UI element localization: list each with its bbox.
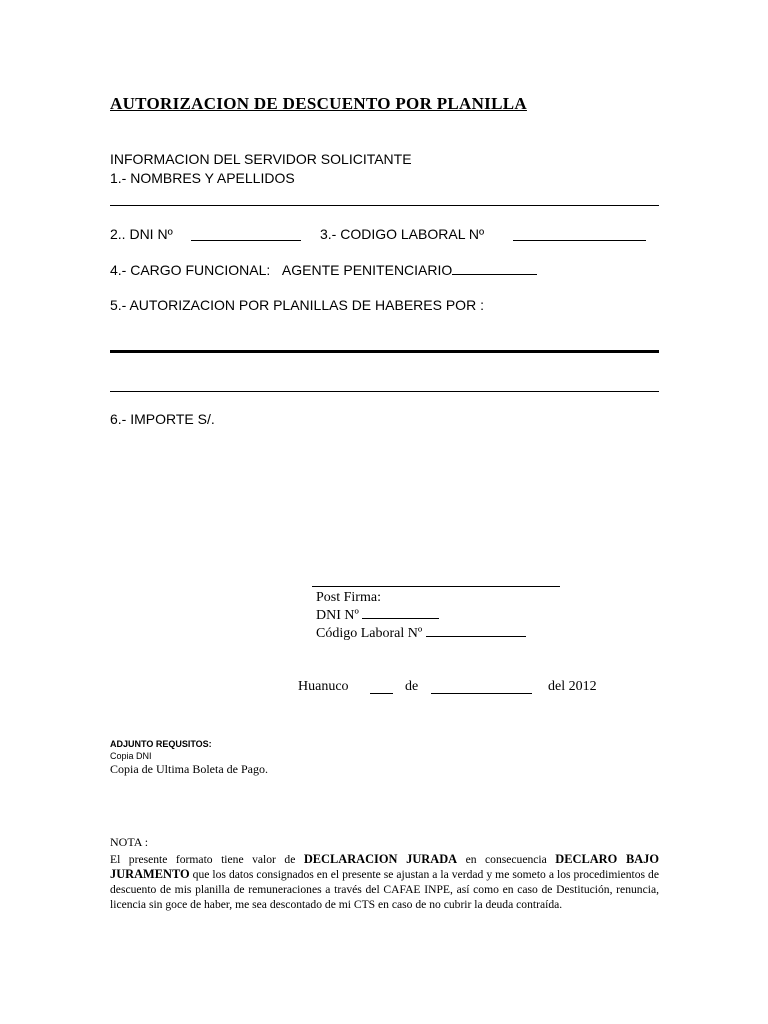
- nota-text-1: El presente formato tiene valor de: [110, 853, 304, 866]
- field-importe-label: 6.- IMPORTE S/.: [110, 411, 215, 427]
- codigo-fill-line[interactable]: [513, 240, 646, 241]
- date-month-fill-line[interactable]: [431, 693, 532, 694]
- field-names-label: 1.- NOMBRES Y APELLIDOS: [110, 170, 295, 186]
- date-year: del 2012: [548, 679, 597, 694]
- page-title: AUTORIZACION DE DESCUENTO POR PLANILLA: [110, 94, 527, 113]
- signature-dni-fill-line[interactable]: [362, 618, 439, 619]
- signature-codigo-label: Código Laboral Nº: [316, 626, 423, 641]
- names-fill-line[interactable]: [110, 205, 659, 206]
- field-cargo-label: 4.- CARGO FUNCIONAL:: [110, 262, 271, 278]
- signature-codigo: [316, 626, 526, 642]
- field-dni-label: 2.. DNI Nº: [110, 226, 173, 242]
- nota-text-3: que los datos consignados en el presente se ajustan a la verdad y me someto a los procedimientos de descuento de mis planilla de remuneraciones a través del CAFAE INPE, así como en caso de Destitución, renuncia, licencia sin goce de haber, me sea descontado de mi CTS en caso de no cubrir la deuda contraída.: [110, 868, 659, 911]
- requisitos-heading: ADJUNTO REQUSITOS:: [110, 739, 212, 749]
- field-cargo: [110, 262, 537, 278]
- autorizacion-fill-line-1[interactable]: [110, 350, 659, 353]
- requisito-item: Copia de Ultima Boleta de Pago.: [110, 762, 268, 776]
- field-autorizacion-label: 5.- AUTORIZACION POR PLANILLAS DE HABERES POR :: [110, 297, 484, 313]
- nota-paragraph: [110, 852, 659, 912]
- nota-bold-declaracion: DECLARACION JURADA: [303, 852, 458, 866]
- field-cargo-value: AGENTE PENITENCIARIO: [281, 262, 453, 278]
- cargo-fill-line[interactable]: [452, 274, 537, 275]
- dni-fill-line[interactable]: [191, 240, 301, 241]
- date-city: Huanuco: [298, 679, 349, 694]
- nota-bold-declaro: DECLARO BAJO JURAMENTO: [110, 852, 659, 881]
- signature-dni: [316, 608, 439, 624]
- autorizacion-fill-line-2[interactable]: [110, 391, 659, 392]
- section-heading: INFORMACION DEL SERVIDOR SOLICITANTE: [110, 151, 412, 167]
- date-de: de: [405, 679, 419, 694]
- signature-line[interactable]: [312, 586, 560, 587]
- field-codigo-label: 3.- CODIGO LABORAL Nº: [320, 226, 485, 242]
- nota-text-2: en consecuencia: [457, 853, 556, 866]
- date-day-fill-line[interactable]: [370, 693, 393, 694]
- signature-codigo-fill-line[interactable]: [426, 636, 526, 637]
- signature-dni-label: DNI Nº: [316, 608, 359, 623]
- post-firma-label: Post Firma:: [316, 590, 381, 605]
- requisito-item: Copia DNI: [110, 751, 152, 761]
- nota-label: NOTA :: [110, 835, 149, 849]
